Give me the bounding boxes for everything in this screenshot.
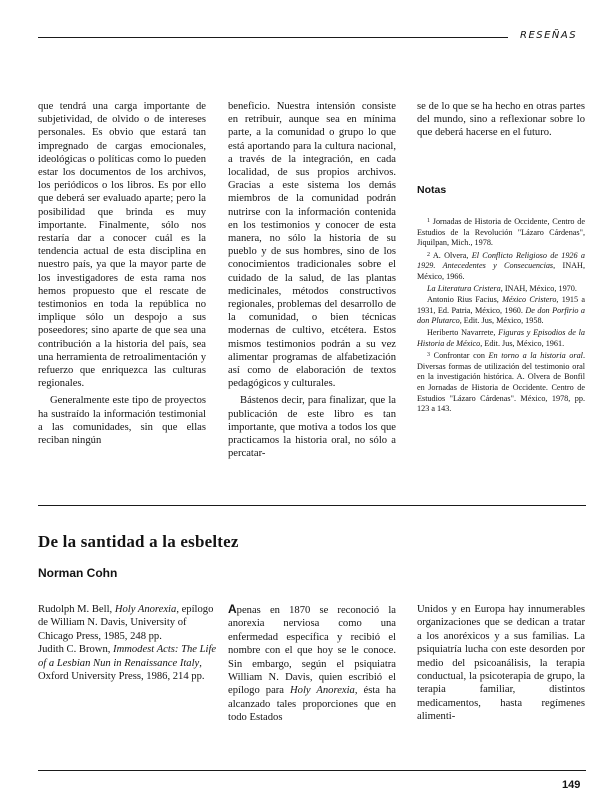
note-title: El Conflicto Religioso de 1926 a 1929. Antecedentes y Consecuencias [417,250,585,271]
note-text: , Edit. Jus, México, 1958. [459,316,544,326]
note-title: De don Porfirio a don Plutarco [417,305,585,326]
book-title: Holy Anorexia [290,685,355,697]
section-divider [38,505,586,506]
book-author: Rudolph M. Bell, [38,604,115,615]
note-text: , INAH, México, 1966. [417,261,585,281]
note-1 [417,216,585,249]
note-3 [417,350,585,415]
note-number: 1 [427,218,430,224]
note-2-continued [417,295,585,327]
top-column-1 [38,100,206,447]
reviewed-books [38,603,218,683]
review-column-2 [228,603,396,725]
note-text: Antonio Rius Facius, [427,295,503,305]
note-number: 3 [427,352,430,359]
note-title: Figuras y Episodios de la Historia de México [417,327,585,348]
note-title: México Cristero [502,295,557,305]
page-number: 149 [562,779,581,791]
note-number: 2 [427,251,430,258]
paragraph: que tendrá una carga importante de subjetividad, de olvido o de intereses personales. Es obvio que estará tan impregnado de cargas emocionales, ideológicas o políticas como lo pueden estar los documentos de los archivos, los periódicos o los libros. Es por ello que deberá ser evaluado aparte; pero la posibilidad que brinda es muy importante. Finalmente, sólo nos restaría dar a conocer cuál es la tendencia actual de esta disciplina en nuestro país, ya que la mayor parte de los investigadores de esta rama nos hemos propuesto que el rescate de testimonios en toda la república no implique sólo un despojo a sus poseedores; sino aparte de que sea una contribución a la historia del país, sea una herramienta de retroalimentación y refuerzo que enriquezca las culturas regionales. [38,101,206,390]
book-author: Judith C. Brown, [38,644,114,656]
paragraph: beneficio. Nuestra intensión consiste en retribuir, aunque sea en mínima parte, a la comunidad o grupo lo que está aportando para la cultura nacional, a través de la integración, en cada localidad, de sus propios archivos. Gracias a este sistema los demás miembros de la comunidad podrán nutrirse con la información contenida en los testimonios y conocer de esta manera, no sólo la historia de su pueblo y de sus hombres, sino de los conocimientos tradicionales sobre el cuidado de la salud, de las plantas medicinales, métodos constructivos regionales, problemas del desarrollo de la comunidad, o bien técnicas modernas de cultivo, etcétera. Estos mismos testimonios podrán a su vez alimentar programas de alfabetización así como de elaboración de textos pedagógicos y culturales. [228,101,396,390]
book-title: Holy Anorexia [114,604,177,615]
note-text: . Diversas formas de utilización del testimonio oral en la investigación histórica. A. Olvera de Bonfil en Jornadas de Historia de Occidente. Centro de Estudios "Lázaro Cárdenas". México, 1978, pp. 123 a 143. [417,351,585,414]
review-column-3 [417,603,585,724]
footer-rule [38,770,586,771]
drop-cap: A [228,602,237,616]
note-text: , Edit. Jus, México, 1961. [480,338,565,348]
top-column-3 [417,100,585,140]
section-tag: RESEÑAS [520,30,578,41]
note-text: Jornadas de Historia de Occidente, Centro de Estudios de la Revolución "Lázaro Cárdenas", Jiquilpan, Mich., 1978. [417,217,586,248]
paragraph: Bástenos decir, para finalizar, que la publicación de este libro es tan importante, que motiva a todos los que practicamos la historia oral, no sólo a percatar- [228,395,396,460]
book-details: , Oxford University Press, 1986, 214 pp. [38,657,205,683]
book-reference [38,603,218,643]
review-text: Unidos y en Europa hay innumerables organizaciones que se dedican a tratar a los anoréxicos y a sus familias. La psiquiatría lucha con este desorden por medio del psicoanálisis, la terapia conductual, la psicoterapia de grupo, la terapia familiar, distintos medicamentos, hasta regímenes alimenti- [417,604,585,723]
paragraph: se de lo que se ha hecho en otras partes del mundo, sino a reflexionar sobre lo que deberá hacerse en el futuro. [417,101,585,139]
top-column-2 [228,100,396,460]
book-title: Immodest Acts: The Life of a Lesbian Nun in Renaissance Italy [38,644,217,669]
review-text: , ésta ha alcanzado tales proporciones que en todo Estados [228,685,396,724]
note-title: La Literatura Cristera [427,283,501,293]
note-text: , INAH, México, 1970. [500,283,577,293]
note-2-continued [417,328,585,349]
notes-heading: Notas [417,184,447,196]
header-rule [38,37,508,38]
note-2-continued [417,284,585,295]
note-text: Confrontar con [433,351,489,361]
note-2 [417,250,585,283]
article-title: De la santidad a la esbeltez [38,532,239,551]
note-text: Heriberto Navarrete, [427,327,499,337]
review-text: penas en 1870 se reconoció la anorexia nerviosa como una enfermedad específica y recibió el nombre con el que hoy se le conoce. Sin embargo, según el psiquiatra William N. Davis, quien escribió el epílogo para [228,605,396,697]
book-reference [38,643,218,683]
notes-list [417,216,585,416]
article-author: Norman Cohn [38,566,118,580]
note-text: , 1915 a 1931, Ed. Patria, México, 1960. [417,295,585,315]
book-details: , epílogo de William N. Davis, University of Chicago Press, 1985, 248 pp. [38,604,214,642]
note-title: En torno a la historia oral [488,351,583,361]
paragraph: Generalmente este tipo de proyectos ha sustraído la información testimonial a las comunidades, sin que ellas reciban ningún [38,395,206,447]
note-text: A. Olvera, [432,250,472,260]
